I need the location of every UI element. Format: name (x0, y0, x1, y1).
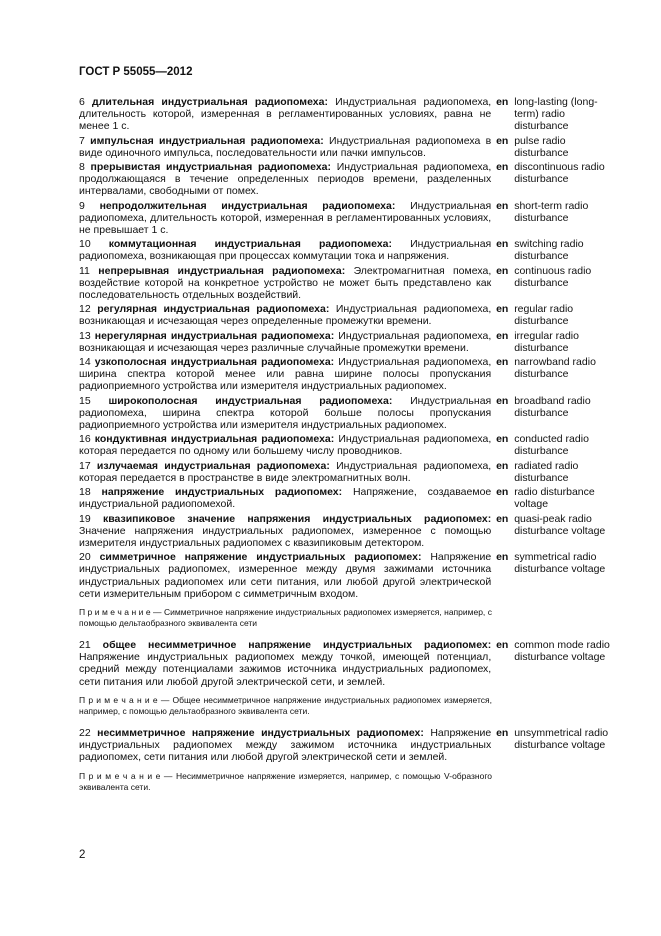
term-number: 18 (79, 486, 91, 499)
term-title: коммутационная индустриальная радиопомеха: (108, 238, 393, 251)
term-entry (79, 330, 619, 354)
language-code: en (496, 638, 509, 651)
term-title: непрерывная индустриальная радиопомеха: (98, 264, 346, 277)
term-number: 8 (79, 161, 85, 174)
english-equivalent: radiated radio disturbance (514, 459, 579, 484)
term-definition: Индустриальная радиопомеха, которая передается в пространстве в виде электромагнитных волн. (79, 459, 492, 484)
term-number: 22 (79, 726, 91, 739)
term-number: 14 (79, 356, 91, 369)
term-title: прерывистая индустриальная радиопомеха: (90, 161, 332, 174)
term-title: широкополосная индустриальная радиопомеха: (108, 394, 393, 407)
term-definition: Индустриальная радиопомеха, длительность которой, измеренная в регламентированных условиях, не превышает 1 с. (79, 199, 492, 237)
term-number: 7 (79, 134, 85, 147)
term-definition-text (79, 395, 491, 432)
term-definition: Индустриальная радиопомеха, которая передается по одному или большему числу проводников. (79, 433, 492, 458)
language-code: en (496, 264, 509, 277)
english-equivalent: conducted radio disturbance (514, 433, 589, 458)
term-definition: Напряжение индустриальных радиопомех, измеренное между двумя зажимами источника индустриальных радиопомех или сети питания, или любой другой электрической сети измерительным прибором с симметричным входом. (79, 551, 492, 600)
term-number: 12 (79, 303, 91, 316)
terms-list (79, 96, 619, 793)
english-equivalent: switching radio disturbance (514, 238, 584, 263)
term-definition-text (79, 551, 491, 600)
term-definition-text (79, 200, 491, 237)
english-equivalent: symmetrical radio disturbance voltage (514, 551, 606, 576)
language-code: en (496, 134, 509, 147)
term-entry (79, 265, 619, 302)
english-equivalent: discontinuous radio disturbance (514, 161, 605, 186)
english-equivalent: continuous radio disturbance (514, 264, 592, 289)
term-definition: Напряжение индустриальных радиопомех между точкой, имеющей потенциал, средний между потенциалами зажимов источника индустриальных радиопомех, сети питания или любой другой электрической сети, и землей. (79, 651, 492, 688)
term-number: 17 (79, 459, 91, 472)
term-definition-text (79, 639, 491, 688)
language-code: en (496, 96, 509, 108)
term-definition-text (79, 460, 491, 484)
term-number: 13 (79, 329, 91, 342)
term-note: П р и м е ч а н и е — Общее несимметричное напряжение индустриальных радиопомех измеряется, например, с помощью дельтаобразного эквивалента сети. (79, 694, 492, 716)
english-equivalent: regular radio disturbance (514, 303, 574, 328)
term-definition-text (79, 303, 491, 327)
term-title: регулярная индустриальная радиопомеха: (97, 303, 330, 316)
term-entry (79, 238, 619, 262)
term-number: 16 (79, 433, 91, 446)
language-code: en (496, 459, 509, 472)
term-entry (79, 135, 619, 159)
term-entry (79, 513, 619, 550)
term-definition-text (79, 161, 491, 198)
term-number: 10 (79, 238, 91, 251)
term-title: кондуктивная индустриальная радиопомеха: (94, 433, 335, 446)
language-code: en (496, 238, 509, 251)
term-definition: Индустриальная радиопомеха, возникающая при процессах коммутации тока и напряжения. (79, 238, 492, 263)
term-definition: Напряжение, создаваемое индустриальной радиопомехой. (79, 486, 492, 511)
term-title: непродолжительная индустриальная радиопомеха: (99, 199, 396, 212)
term-definition: Значение напряжения индустриальных радиопомех, измеренное с помощью измерителя индустриальных радиопомех с квазипиковым детектором. (79, 524, 492, 549)
term-definition-text (79, 486, 491, 510)
document-header: ГОСТ Р 55055—2012 (79, 66, 193, 78)
english-equivalent: short-term radio disturbance (514, 199, 589, 224)
term-number: 11 (79, 264, 90, 277)
term-entry (79, 303, 619, 327)
english-equivalent: pulse radio disturbance (514, 134, 569, 159)
term-number: 15 (79, 394, 91, 407)
language-code: en (496, 726, 509, 739)
term-definition-text (79, 727, 491, 764)
term-entry (79, 486, 619, 510)
term-definition-text (79, 433, 491, 457)
term-definition: Индустриальная радиопомеха, длительность которой, измеренная в регламентированных условиях, равна не менее 1 с. (79, 96, 492, 133)
term-number: 19 (79, 512, 91, 525)
english-equivalent: long-lasting (long-term) radio disturbance (514, 96, 598, 133)
term-title: общее несимметричное напряжение индустриальных радиопомех: (102, 638, 492, 651)
language-code: en (496, 303, 509, 316)
term-title: излучаемая индустриальная радиопомеха: (96, 459, 330, 472)
english-equivalent: unsymmetrical radio disturbance voltage (514, 726, 609, 751)
term-title: симметричное напряжение индустриальных радиопомех: (99, 551, 422, 564)
language-code: en (496, 161, 509, 174)
term-definition: Индустриальная радиопомеха, ширина спектра которой менее или равна ширине полосы пропускания радиоприемного устройства или измерителя индустриальных радиопомех. (79, 356, 492, 393)
term-entry (79, 460, 619, 484)
term-title: длительная индустриальная радиопомеха: (92, 96, 328, 108)
term-entry (79, 551, 619, 600)
term-entry (79, 356, 619, 393)
page-number: 2 (79, 849, 86, 861)
term-definition: Напряжение индустриальных радиопомех между зажимом источника индустриальных радиопомех, сети питания или любой другой электрической сети и землей. (79, 726, 492, 764)
language-code: en (496, 356, 509, 369)
term-title: напряжение индустриальных радиопомех: (101, 486, 343, 499)
english-equivalent: quasi-peak radio disturbance voltage (514, 512, 606, 537)
term-entry (79, 727, 619, 764)
term-entry (79, 96, 619, 133)
term-definition: Индустриальная радиопомеха, возникающая и исчезающая через различные случайные промежутки времени. (79, 329, 492, 354)
term-note: П р и м е ч а н и е — Несимметричное напряжение измеряется, например, с помощью V-образного эквивалента сети. (79, 771, 492, 793)
term-definition-text (79, 238, 491, 262)
language-code: en (496, 433, 509, 446)
term-definition: Индустриальная радиопомеха, возникающая и исчезающая через определенные промежутки времени. (79, 303, 492, 328)
term-title: несимметричное напряжение индустриальных радиопомех: (97, 726, 424, 739)
term-number: 21 (79, 638, 91, 651)
term-title: нерегулярная индустриальная радиопомеха: (94, 329, 335, 342)
language-code: en (496, 394, 509, 407)
term-definition-text (79, 513, 491, 550)
term-entry (79, 200, 619, 237)
language-code: en (496, 512, 509, 525)
term-definition-text (79, 330, 491, 354)
term-definition-text (79, 356, 491, 393)
term-definition-text (79, 265, 491, 302)
term-definition: Электромагнитная помеха, воздействие которой на конкретное устройство не может быть представлено как последовательность отдельных воздействий. (79, 264, 492, 302)
term-definition: Индустриальная радиопомеха в виде одиночного импульса, последовательности или пачки импульсов. (79, 134, 492, 159)
term-definition: Индустриальная радиопомеха, продолжающаяся в течение определенных периодов времени, разделенных интервалами, свободными от помех. (79, 161, 492, 198)
term-title: узкополосная индустриальная радиопомеха: (94, 356, 335, 369)
term-definition-text (79, 135, 491, 159)
term-definition: Индустриальная радиопомеха, ширина спектра которой больше полосы пропускания радиоприемного устройства или измерителя индустриальных радиопомех. (79, 394, 492, 432)
language-code: en (496, 551, 509, 564)
english-equivalent: broadband radio disturbance (514, 394, 591, 419)
term-definition-text (79, 96, 491, 133)
term-number: 9 (79, 199, 85, 212)
english-equivalent: radio disturbance voltage (514, 486, 595, 511)
term-number: 6 (79, 96, 85, 108)
term-note: П р и м е ч а н и е — Симметричное напряжение индустриальных радиопомех измеряется, например, с помощью дельтаобразного эквивалента сети (79, 606, 492, 628)
term-entry (79, 639, 619, 688)
term-number: 20 (79, 551, 91, 564)
term-entry (79, 161, 619, 198)
language-code: en (496, 486, 509, 499)
language-code: en (496, 199, 509, 212)
english-equivalent: irregular radio disturbance (514, 329, 579, 354)
english-equivalent: common mode radio disturbance voltage (514, 638, 610, 664)
term-entry (79, 395, 619, 432)
language-code: en (496, 329, 509, 342)
term-entry (79, 433, 619, 457)
term-title: импульсная индустриальная радиопомеха: (90, 134, 324, 147)
english-equivalent: narrowband radio disturbance (514, 356, 596, 381)
term-title: квазипиковое значение напряжения индустриальных радиопомех: (102, 512, 492, 525)
